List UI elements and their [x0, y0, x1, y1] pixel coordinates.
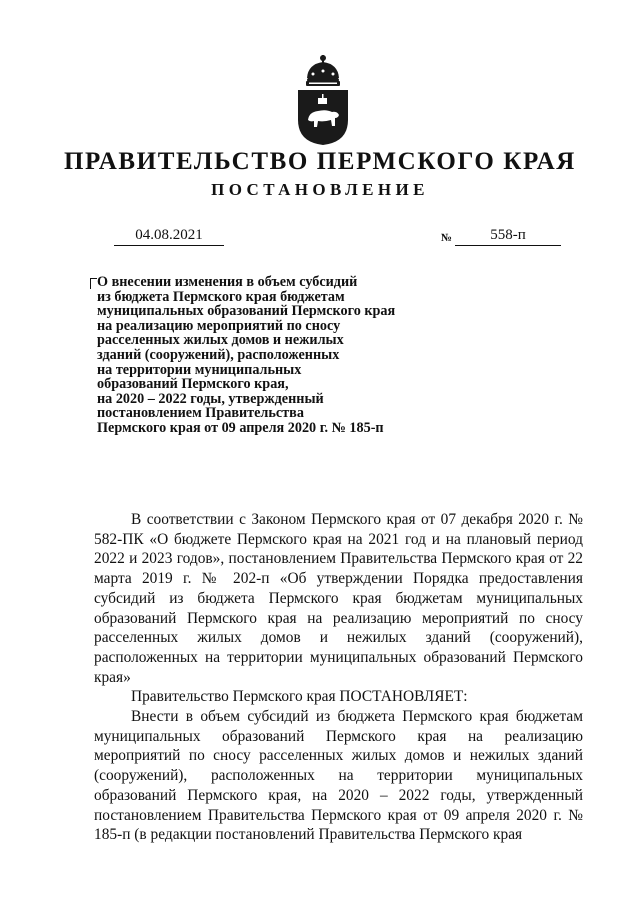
document-type-heading: ПОСТАНОВЛЕНИЕ	[211, 180, 429, 199]
subject-corner-mark	[90, 278, 97, 289]
body-paragraph: В соответствии с Законом Пермского края от 07 декабря 2020 г. № 582-ПК «О бюджете Пермского края на 2021 год и на плановый период 2022 и 2023 годов», постановлением Правительства Пермского края от 22 марта 2019 г. № 202-п «Об утверждении Порядка предоставления субсидий из бюджета Пермского края бюджетам муниципальных образований Пермского края на реализацию мероприятий по сносу расселенных жилых домов и нежилых зданий (сооружений), расположенных на территории муниципальных образований Пермского края»	[94, 511, 583, 686]
perm-krai-coat-of-arms-icon	[296, 54, 350, 146]
subject-line: постановлением Правительства	[97, 405, 304, 422]
document-number: 558-п	[455, 225, 561, 246]
subject-line: из бюджета Пермского края бюджетам	[97, 288, 345, 305]
document-subject	[97, 275, 437, 436]
subject-line: расселенных жилых домов и нежилых	[97, 332, 344, 349]
document-body	[94, 510, 583, 845]
subject-line: зданий (сооружений), расположенных	[97, 346, 340, 363]
body-paragraph: Внести в объем субсидий из бюджета Пермского края бюджетам муниципальных образований Пермского края на реализацию мероприятий по сносу расселенных жилых домов и нежилых зданий (сооружений), расположенных на территории муниципальных образований Пермского края, на 2020 – 2022 годы, утвержденный постановлением Правительства Пермского края от 09 апреля 2020 г. № 185-п (в редакции постановлений Правительства Пермского края	[94, 708, 583, 844]
government-title: ПРАВИТЕЛЬСТВО ПЕРМСКОГО КРАЯ	[64, 148, 576, 175]
subject-line: на реализацию мероприятий по сносу	[97, 317, 341, 334]
subject-line: образований Пермского края,	[97, 376, 289, 393]
document-date: 04.08.2021	[114, 225, 224, 246]
subject-line: муниципальных образований Пермского края	[97, 303, 396, 320]
number-sign: №	[441, 232, 453, 244]
subject-line: на 2020 – 2022 годы, утвержденный	[97, 390, 324, 407]
resolution-statement: Правительство Пермского края ПОСТАНОВЛЯЕТ:	[131, 688, 468, 706]
subject-line: О внесении изменения в объем субсидий	[97, 274, 358, 290]
subject-line: Пермского края от 09 апреля 2020 г. № 185-п	[97, 419, 384, 436]
subject-line: на территории муниципальных	[97, 361, 302, 378]
